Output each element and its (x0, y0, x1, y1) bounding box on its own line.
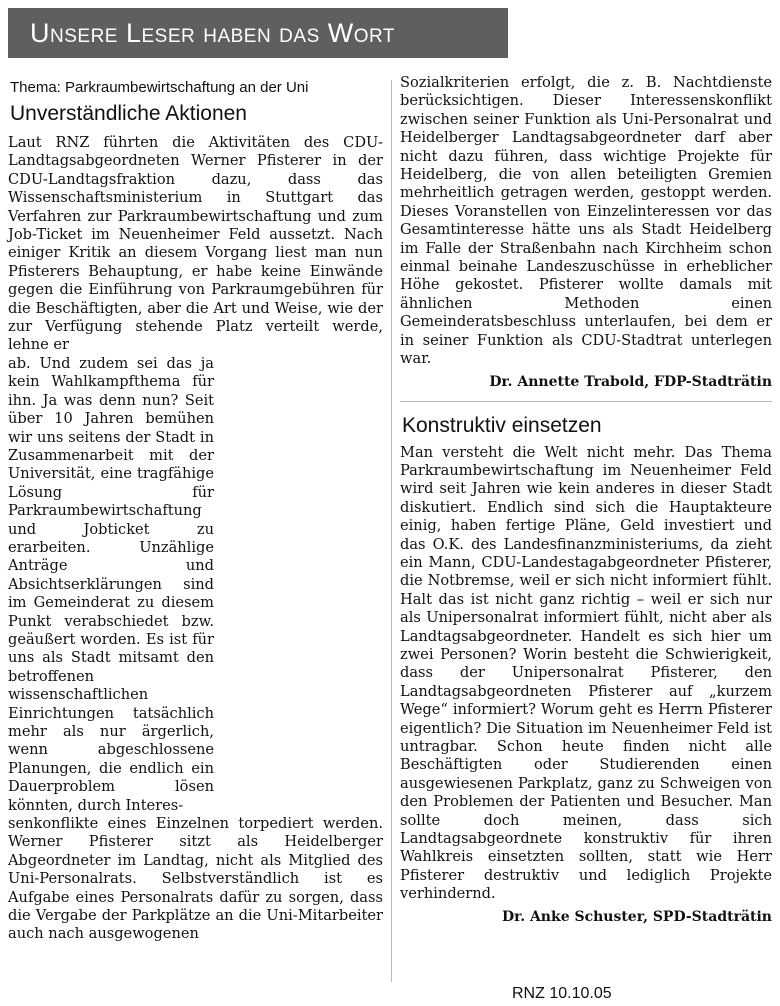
letter2-body: Man versteht die Welt nicht mehr. Das Thema Parkraumbewirtschaftung im Neuenheimer Feld wird seit Jahren wie kein anderes in dieser Stadt diskutiert. Endlich sind sich die Hauptakteure einig, haben fertige Pläne, Geld investiert und das O.K. des Landesfinanzministeriums, da zieht ein Mann, CDU-Landestagabgeordneter Pfisterer, die Notbremse, weil er sich nicht informiert fühlt. Halt das ist nicht ganz richtig – weil er sich nur als Unipersonalrat informiert fühlt, nicht aber als Landtagsabgeordneter. Handelt es sich hier um zwei Personen? Worin besteht die Schwierigkeit, dass der Unipersonalrat Pfisterer, den Landtagsabgeordneten Pfisterer auf „kurzem Wege“ informiert? Worum geht es Herrn Pfisterer eigentlich? Die Situation im Neuenheimer Feld ist untragbar. Schon heute finden nicht alle Beschäftigten oder Studierenden einen ausgewiesenen Parkplatz, ganz zu Schweigen von den Problemen der Patienten und Besucher. Man sollte doch meinen, dass sich Landtagsabgeordnete konstruktiv für ihren Wahlkreis einsetzten sollten, statt wie Herr Pfisterer destruktiv und lediglich Projekte verhindernd. (400, 443, 772, 903)
letter2-signature: Dr. Anke Schuster, SPD-Stadträtin (501, 908, 772, 925)
letter-separator (400, 401, 772, 402)
column-divider (391, 80, 392, 982)
letter-body-bottom: senkonflikte eines Einzelnen torpediert werden. Werner Pfisterer sitzt als Heidelberger Abgeordneter im Landtag, nicht als Mitglied des Uni-Personalrats. Selbstverständlich ist es Aufgabe eines Personalrats dafür zu sorgen, dass die Vergabe der Parkplätze an die Uni-Mitarbeiter auch nach ausgewogenen (8, 815, 383, 943)
section-banner: Unsere Leser haben das Wort (8, 8, 508, 58)
letter2-headline: Konstruktiv einsetzen (402, 413, 602, 437)
source-date-stamp: RNZ 10.10.05 (512, 985, 612, 1002)
left-column (8, 78, 383, 944)
letter-headline: Unverständliche Aktionen (10, 102, 247, 125)
letter-body-narrow: ab. Und zudem sei das ja kein Wahlkampfthema für ihn. Ja was denn nun? Seit über 10 Jahren bemühen wir uns seitens der Stadt in Zusammenarbeit mit der Universität, eine tragfähige Lösung für Parkraumbewirtschaftung und Jobticket zu erarbeiten. Unzählige Anträge und Absichtserklärungen sind im Gemeinderat zu diesem Punkt verabschiedet bzw. geäußert worden. Es ist für uns als Stadt mitsamt den betroffenen wissenschaftlichen Einrichtungen tatsächlich mehr als nur ärgerlich, wenn abgeschlossene Planungen, die endlich ein Dauerproblem lösen könnten, durch Interes- (8, 354, 214, 814)
right-column (400, 74, 772, 928)
letter-body-wide: Laut RNZ führten die Aktivitäten des CDU-Landtagsabgeordneten Werner Pfisterer in der CDU-Landtagsfraktion dazu, dass das Wissenschaftsministerium in Stuttgart das Verfahren zur Parkraumbewirtschaftung und zum Job-Ticket im Neuenheimer Feld aussetzt. Nach einiger Kritik an diesem Vorgang liest man nun Pfisterers Behauptung, er habe keine Einwände gegen die Einführung von Parkraumgebühren für die Beschäftigten, aber die Art und Weise, wie der zur Verfügung stehende Platz verteilt werde, lehne er (8, 134, 383, 354)
letter-signature: Dr. Annette Trabold, FDP-Stadträtin (489, 373, 772, 390)
letter-theme: Thema: Parkraumbewirtschaftung an der Uni (10, 79, 309, 96)
letter-body-continued: Sozialkriterien erfolgt, die z. B. Nachtdienste berücksichtigen. Dieser Interessenskonflikt zwischen seiner Funktion als Uni-Personalrat und Heidelberger Landtagsabgeordneter darf aber nicht dazu führen, dass wichtige Projekte für Heidelberg, die von allen beteiligten Gremien mehrheitlich getragen werden, gestoppt werden. Dieses Voranstellen von Einzelinteressen vor das Gesamtinteresse hätte uns als Stadt Heidelberg im Falle der Straßenbahn nach Kirchheim schon einmal beinahe Landeszuschüsse in erheblicher Höhe gekostet. Pfisterer wollte damals mit ähnlichen Methoden einen Gemeinderatsbeschluss unterlaufen, bei dem er in seiner Funktion als CDU-Stadtrat unterlegen war. (400, 74, 772, 368)
